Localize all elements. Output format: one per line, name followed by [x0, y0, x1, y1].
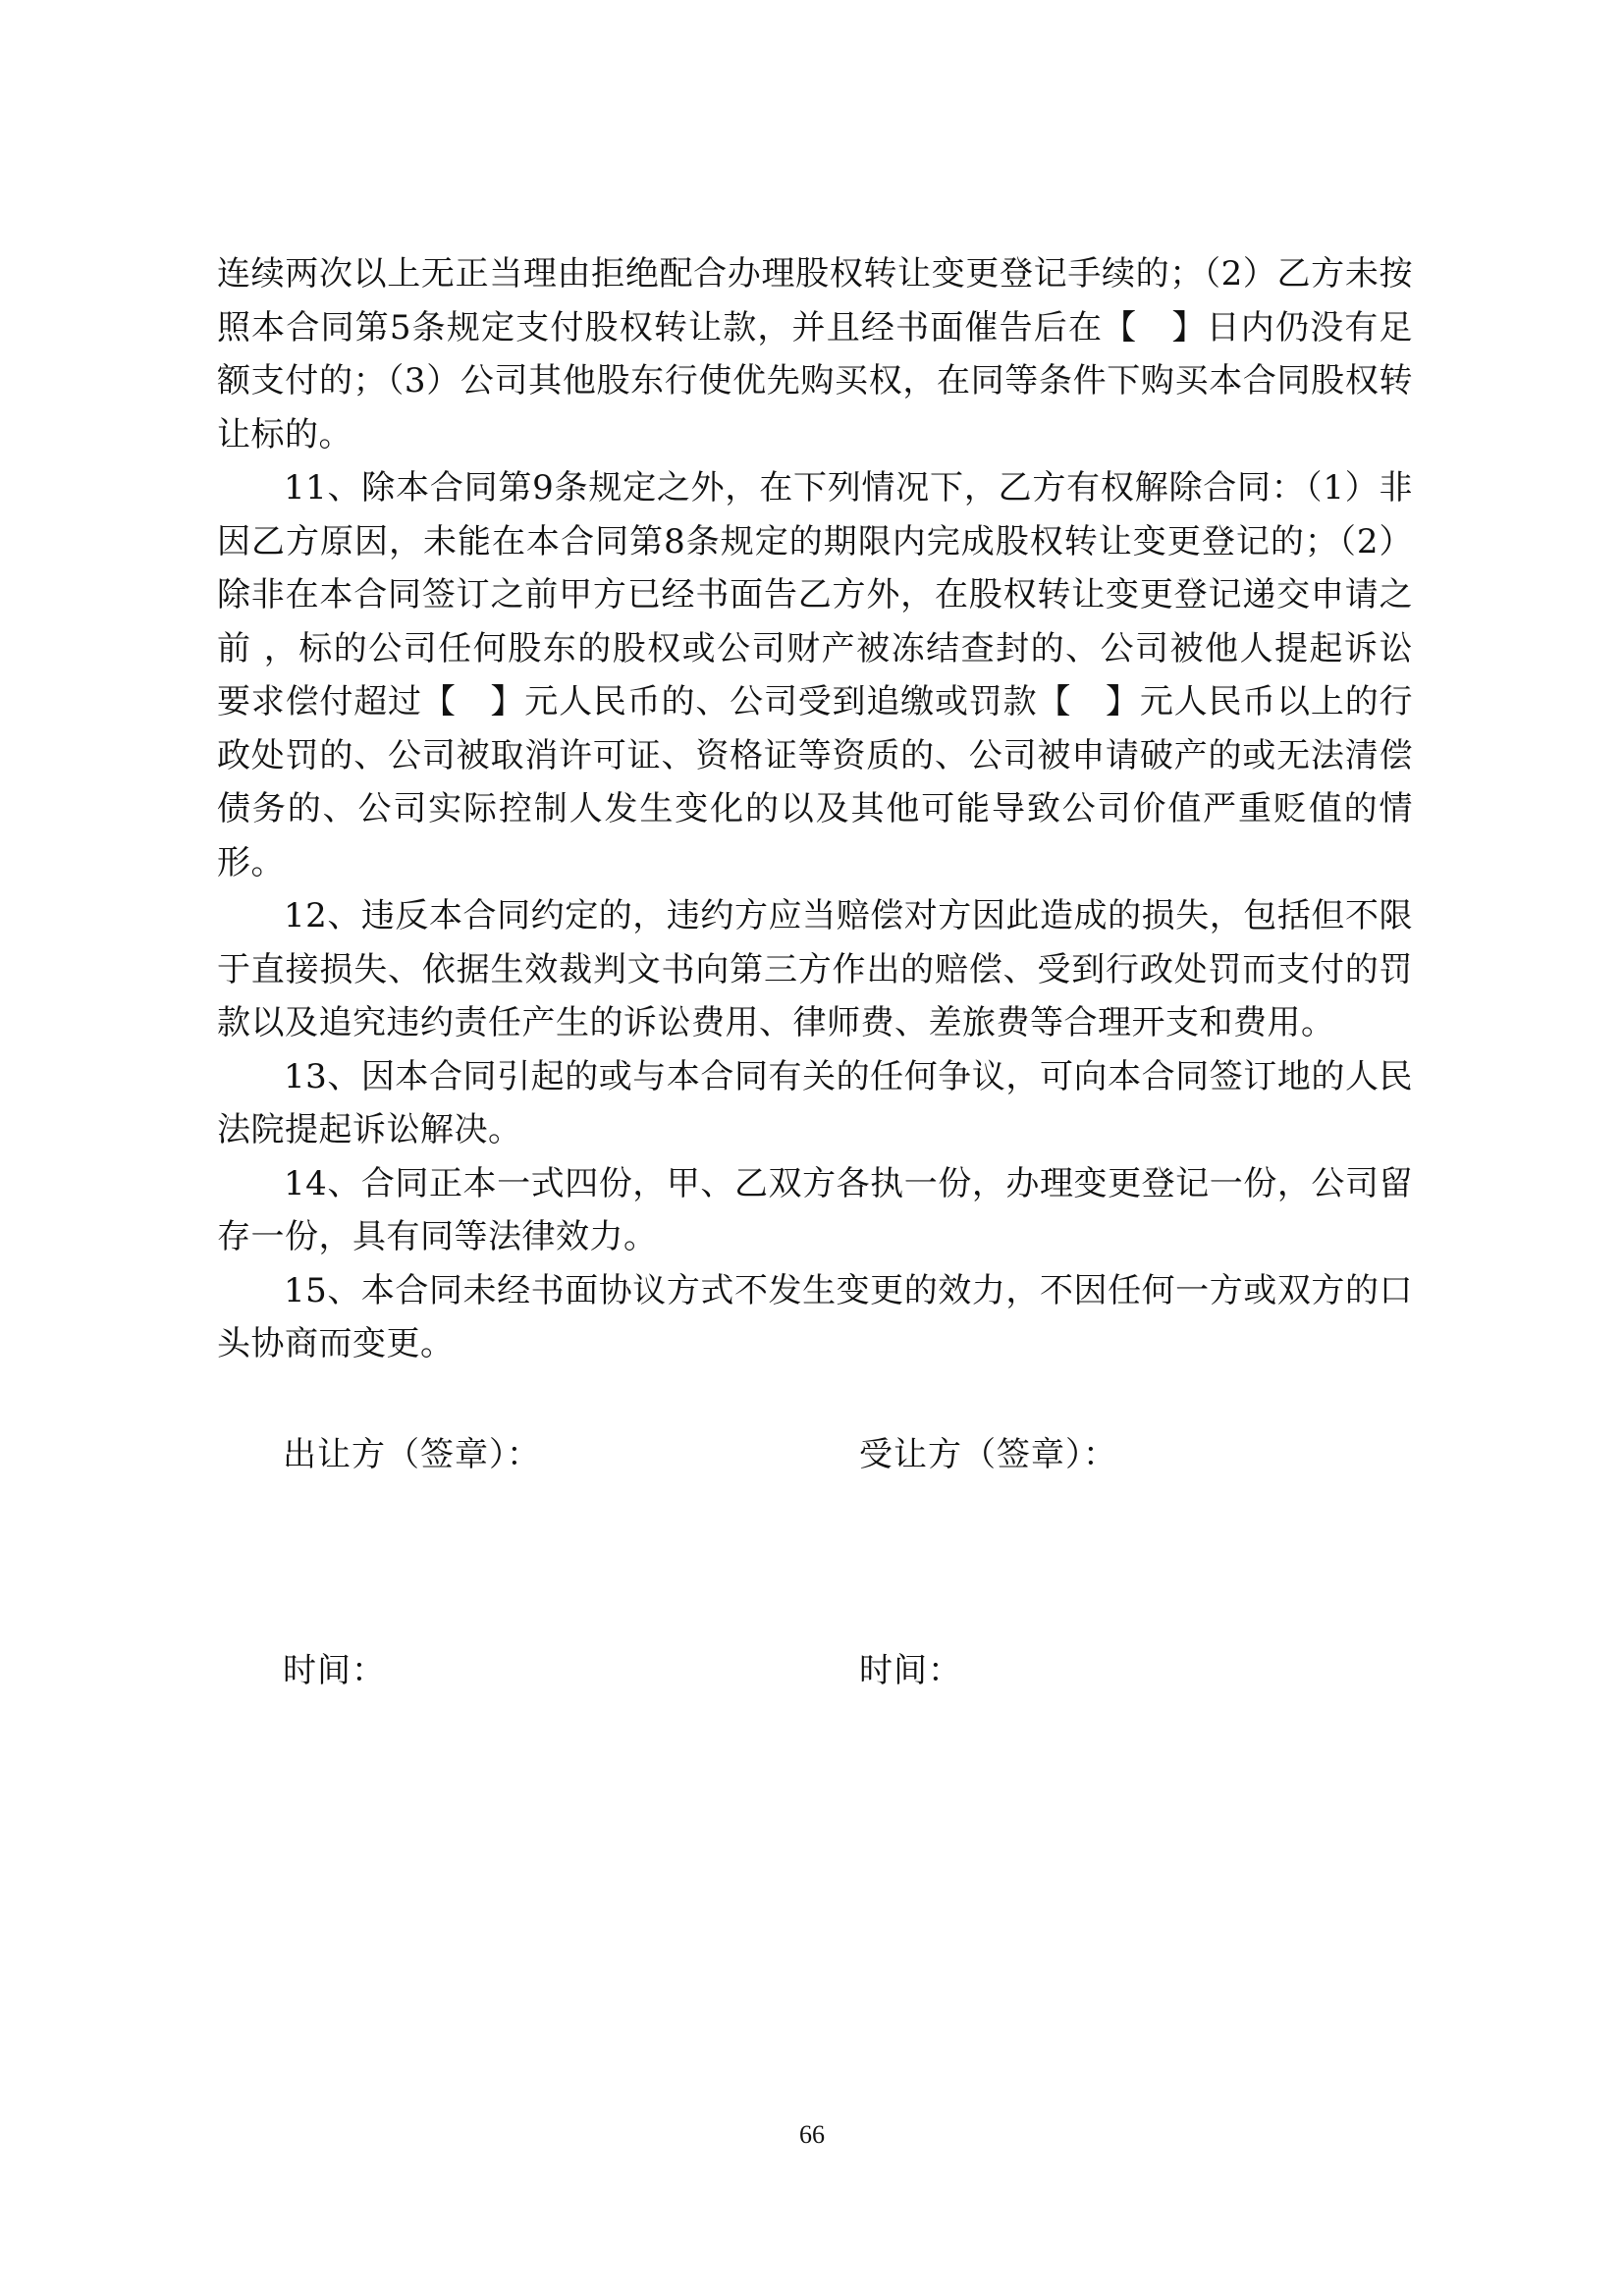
page-number: 66 — [799, 2120, 825, 2149]
transferee-signature-label: 受让方（签章）： — [859, 1435, 1117, 1474]
transferor-time-label: 时间： — [283, 1651, 386, 1690]
paragraph-clause-15: 15、本合同未经书面协议方式不发生变更的效力，不因任何一方或双方的口头协商而变更。 — [217, 1270, 1413, 1363]
transferee-time-label: 时间： — [859, 1651, 962, 1690]
contract-body — [217, 247, 1413, 1371]
paragraph-continuation: 连续两次以上无正当理由拒绝配合办理股权转让变更登记手续的；（2）乙方未按照本合同第5条规定支付股权转让款，并且经书面催告后在【 】日内仍没有足额支付的；（3）公司其他股东行使优先购买权，在同等条件下购买本合同股权转让标的。 — [217, 254, 1413, 454]
paragraph-clause-14: 14、合同正本一式四份，甲、乙双方各执一份，办理变更登记一份，公司留存一份，具有同等法律效力。 — [217, 1163, 1413, 1256]
transferor-signature-label: 出让方（签章）： — [283, 1435, 541, 1474]
paragraph-clause-11: 11、除本合同第9条规定之外，在下列情况下，乙方有权解除合同：（1）非因乙方原因，未能在本合同第8条规定的期限内完成股权转让变更登记的；（2）除非在本合同签订之前甲方已经书面告乙方外，在股权转让变更登记递交申请之前 ，标的公司任何股东的股权或公司财产被冻结查封的、公司被他人提起诉讼要求偿付超过【 】元人民币的、公司受到追缴或罚款【 】元人民币以上的行政处罚的、公司被取消许可证、资格证等资质的、公司被申请破产的或无法清偿债务的、公司实际控制人发生变化的以及其他可能导致公司价值严重贬值的情形。 — [217, 468, 1413, 882]
paragraph-clause-12: 12、违反本合同约定的，违约方应当赔偿对方因此造成的损失，包括但不限于直接损失、依据生效裁判文书向第三方作出的赔偿、受到行政处罚而支付的罚款以及追究违约责任产生的诉讼费用、律师费、差旅费等合理开支和费用。 — [217, 896, 1413, 1042]
paragraph-clause-13: 13、因本合同引起的或与本合同有关的任何争议，可向本合同签订地的人民法院提起诉讼解决。 — [217, 1056, 1413, 1149]
